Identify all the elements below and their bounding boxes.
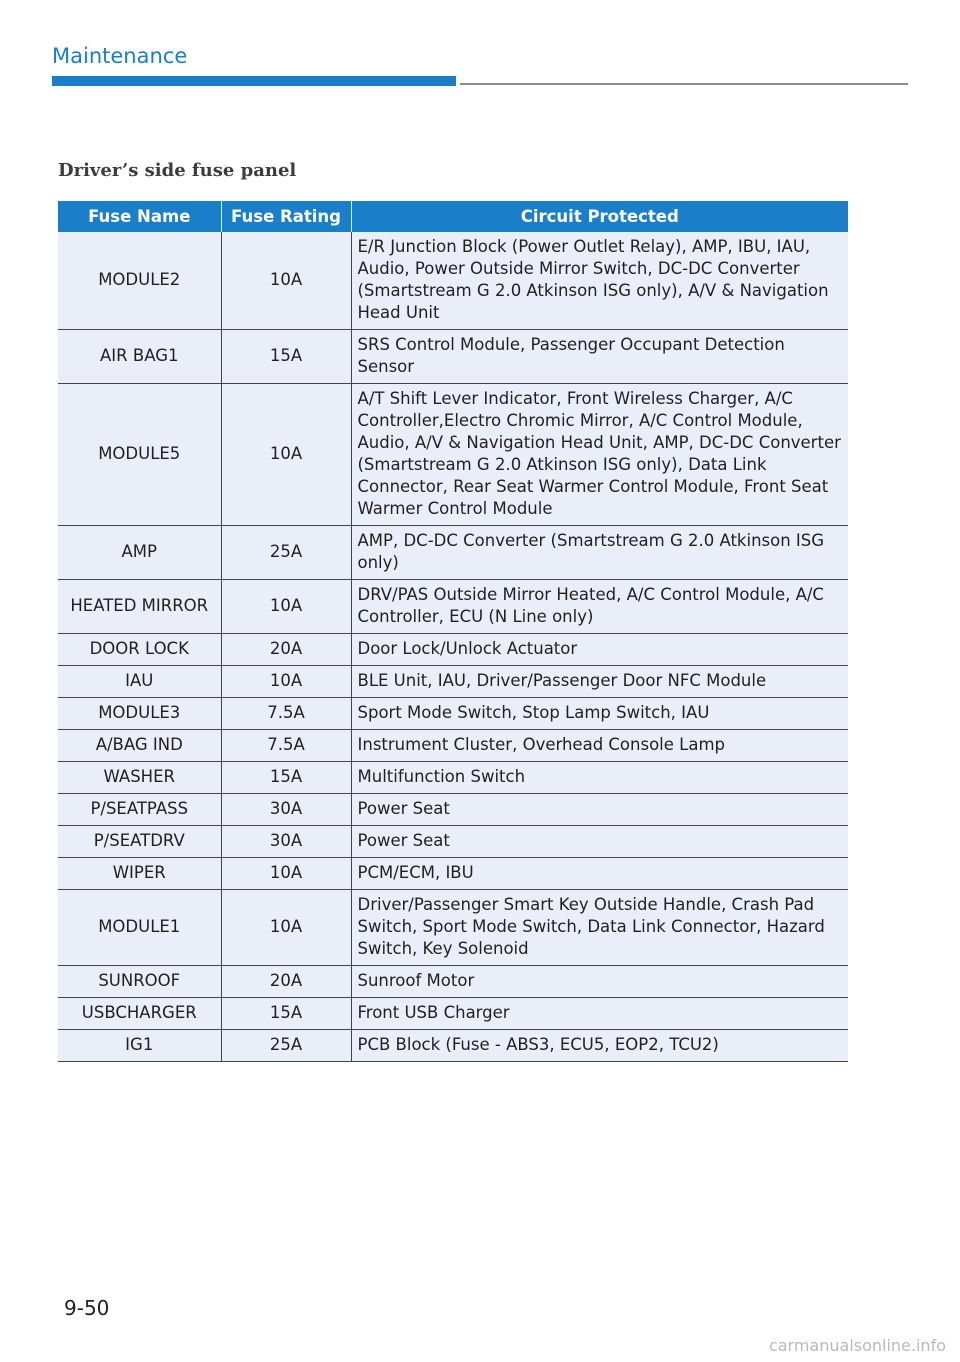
fuse-rating-cell: 10A	[221, 890, 351, 966]
fuse-rating-cell: 25A	[221, 526, 351, 580]
section-header-title: Maintenance	[52, 44, 188, 68]
circuit-cell: SRS Control Module, Passenger Occupant Detection Sensor	[351, 330, 848, 384]
fuse-rating-cell: 10A	[221, 580, 351, 634]
circuit-cell: Power Seat	[351, 826, 848, 858]
circuit-cell: Multifunction Switch	[351, 762, 848, 794]
column-header-fuse-name: Fuse Name	[58, 201, 221, 232]
fuse-name-cell: SUNROOF	[58, 966, 221, 998]
fuse-name-cell: WIPER	[58, 858, 221, 890]
circuit-cell: Driver/Passenger Smart Key Outside Handle, Crash Pad Switch, Sport Mode Switch, Data Link Connector, Hazard Switch, Key Solenoid	[351, 890, 848, 966]
header-rule-thin	[460, 83, 908, 85]
fuse-rating-cell: 30A	[221, 826, 351, 858]
fuse-name-cell: P/SEATPASS	[58, 794, 221, 826]
fuse-rating-cell: 20A	[221, 966, 351, 998]
circuit-cell: Power Seat	[351, 794, 848, 826]
circuit-cell: DRV/PAS Outside Mirror Heated, A/C Control Module, A/C Controller, ECU (N Line only)	[351, 580, 848, 634]
circuit-cell: PCM/ECM, IBU	[351, 858, 848, 890]
table-row	[58, 666, 848, 698]
header-rule-thick	[52, 76, 456, 86]
page-number: 9-50	[64, 1296, 110, 1320]
table-row	[58, 890, 848, 966]
column-header-fuse-rating: Fuse Rating	[221, 201, 351, 232]
fuse-name-cell: WASHER	[58, 762, 221, 794]
fuse-rating-cell: 10A	[221, 384, 351, 526]
fuse-name-cell: DOOR LOCK	[58, 634, 221, 666]
fuse-name-cell: IG1	[58, 1030, 221, 1062]
table-row	[58, 1030, 848, 1062]
table-row	[58, 698, 848, 730]
fuse-rating-cell: 10A	[221, 232, 351, 330]
fuse-name-cell: AMP	[58, 526, 221, 580]
circuit-cell: AMP, DC-DC Converter (Smartstream G 2.0 Atkinson ISG only)	[351, 526, 848, 580]
table-row	[58, 730, 848, 762]
table-row	[58, 526, 848, 580]
circuit-cell: Door Lock/Unlock Actuator	[351, 634, 848, 666]
fuse-rating-cell: 15A	[221, 762, 351, 794]
fuse-name-cell: HEATED MIRROR	[58, 580, 221, 634]
fuse-table	[58, 201, 848, 1062]
circuit-cell: BLE Unit, IAU, Driver/Passenger Door NFC Module	[351, 666, 848, 698]
table-row	[58, 966, 848, 998]
fuse-name-cell: MODULE3	[58, 698, 221, 730]
fuse-rating-cell: 10A	[221, 858, 351, 890]
fuse-name-cell: AIR BAG1	[58, 330, 221, 384]
table-row	[58, 330, 848, 384]
fuse-name-cell: IAU	[58, 666, 221, 698]
circuit-cell: Instrument Cluster, Overhead Console Lamp	[351, 730, 848, 762]
table-row	[58, 232, 848, 330]
fuse-name-cell: USBCHARGER	[58, 998, 221, 1030]
table-row	[58, 858, 848, 890]
circuit-cell: Front USB Charger	[351, 998, 848, 1030]
column-header-circuit-protected: Circuit Protected	[351, 201, 848, 232]
fuse-name-cell: MODULE2	[58, 232, 221, 330]
page-title: Driver’s side fuse panel	[58, 160, 297, 181]
fuse-rating-cell: 15A	[221, 330, 351, 384]
fuse-name-cell: A/BAG IND	[58, 730, 221, 762]
table-row	[58, 826, 848, 858]
table-header-row	[58, 201, 848, 232]
fuse-rating-cell: 7.5A	[221, 730, 351, 762]
table-row	[58, 998, 848, 1030]
table-row	[58, 384, 848, 526]
fuse-name-cell: MODULE1	[58, 890, 221, 966]
table-row	[58, 762, 848, 794]
fuse-rating-cell: 7.5A	[221, 698, 351, 730]
circuit-cell: A/T Shift Lever Indicator, Front Wireless Charger, A/C Controller,Electro Chromic Mirror, A/C Control Module, Audio, A/V & Navigation Head Unit, AMP, DC-DC Converter (Smartstream G 2.0 Atkinson ISG only), Data Link Connector, Rear Seat Warmer Control Module, Front Seat Warmer Control Module	[351, 384, 848, 526]
table-row	[58, 794, 848, 826]
table-row	[58, 634, 848, 666]
fuse-rating-cell: 10A	[221, 666, 351, 698]
circuit-cell: Sunroof Motor	[351, 966, 848, 998]
fuse-name-cell: MODULE5	[58, 384, 221, 526]
watermark-text: carmanualsonline.info	[768, 1336, 946, 1355]
fuse-rating-cell: 30A	[221, 794, 351, 826]
fuse-rating-cell: 25A	[221, 1030, 351, 1062]
circuit-cell: PCB Block (Fuse - ABS3, ECU5, EOP2, TCU2)	[351, 1030, 848, 1062]
table-row	[58, 580, 848, 634]
fuse-rating-cell: 20A	[221, 634, 351, 666]
circuit-cell: E/R Junction Block (Power Outlet Relay), AMP, IBU, IAU, Audio, Power Outside Mirror Switch, DC-DC Converter (Smartstream G 2.0 Atkinson ISG only), A/V & Navigation Head Unit	[351, 232, 848, 330]
circuit-cell: Sport Mode Switch, Stop Lamp Switch, IAU	[351, 698, 848, 730]
fuse-name-cell: P/SEATDRV	[58, 826, 221, 858]
fuse-rating-cell: 15A	[221, 998, 351, 1030]
